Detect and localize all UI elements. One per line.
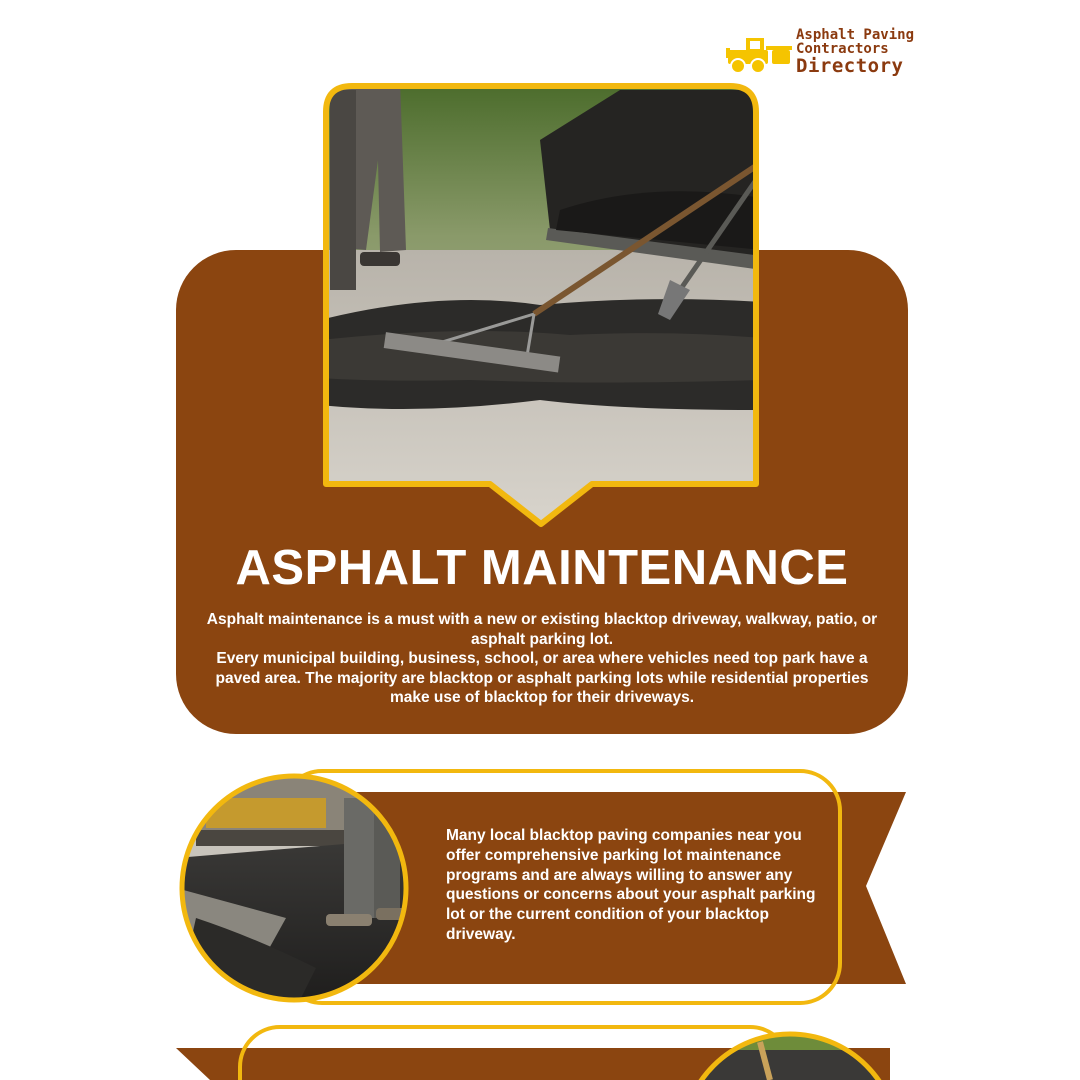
logo-line-1: Asphalt Paving [796, 27, 915, 43]
hero-paragraph-2: Every municipal building, business, school, or area where vehicles need top park have a paved area. The majority are blacktop or asphalt parking lots while residential properties make use of blacktop for their driveways. [215, 650, 869, 706]
paving-roller-icon [726, 30, 794, 74]
hero-photo [320, 80, 762, 528]
section2-text: Many local blacktop paving companies near you offer comprehensive parking lot maintenance programs and are always willing to answer any questions or concerns about your asphalt parking lot or the current condition of your blacktop driveway. [446, 827, 816, 943]
hero-paragraph-1: Asphalt maintenance is a must with a new or existing blacktop driveway, walkway, patio, or asphalt parking lot. [206, 611, 878, 648]
brand-logo[interactable] [726, 26, 926, 76]
logo-line-2: Contractors [796, 41, 889, 57]
hero-description [200, 610, 884, 708]
page-title: ASPHALT MAINTENANCE [235, 541, 849, 595]
next-banner [170, 1022, 910, 1080]
logo-line-3: Directory [796, 55, 904, 77]
